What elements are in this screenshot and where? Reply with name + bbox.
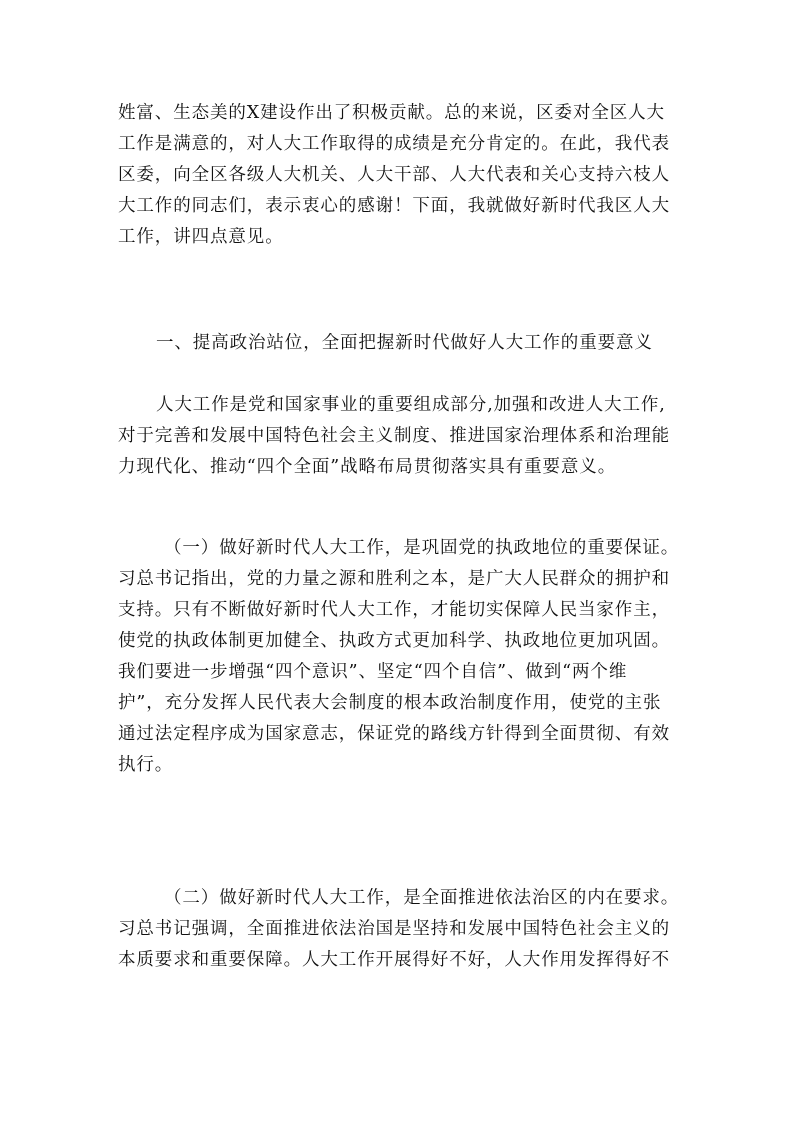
heading-text: 一、提高政治站位，全面把握新时代做好人大工作的重要意义 [156,333,653,353]
text-line: 大工作的同志们，表示衷心的感谢！下面，我就做好新时代我区人大 [118,196,670,216]
text-line: （二）做好新时代人大工作，是全面推进依法治区的内在要求。 [164,888,680,908]
text-line: 使党的执政体制更加健全、执政方式更加科学、执政地位更加巩固。 [118,631,670,651]
section-heading-1 [118,328,680,359]
point-2-paragraph [118,883,680,976]
point-1-paragraph [118,533,680,781]
text-line: 对于完善和发展中国特色社会主义制度、推进国家治理体系和治理能 [118,426,670,446]
text-line: 习总书记强调，全面推进依法治国是坚持和发展中国特色社会主义的 [118,919,670,939]
text-line: 支持。只有不断做好新时代人大工作，才能切实保障人民当家作主， [118,600,670,620]
text-line: 习总书记指出，党的力量之源和胜利之本，是广大人民群众的拥护和 [118,569,670,589]
text-line: 通过法定程序成为国家意志，保证党的路线方针得到全面贯彻、有效 [118,724,670,744]
text-line: 执行。 [118,755,174,775]
text-line: 人大工作是党和国家事业的重要组成部分,加强和改进人大工作, [156,395,666,415]
text-line: 区委，向全区各级人大机关、人大干部、人大代表和关心支持六枝人 [118,165,670,185]
section-1-paragraph [118,390,680,483]
text-line: （一）做好新时代人大工作，是巩固党的执政地位的重要保证。 [164,538,680,558]
intro-paragraph [118,98,680,253]
text-line: 姓富、生态美的X建设作出了积极贡献。总的来说，区委对全区人大 [118,103,665,123]
text-line: 工作，讲四点意见。 [118,227,284,247]
text-line: 护”，充分发挥人民代表大会制度的根本政治制度作用，使党的主张 [118,693,662,713]
text-line: 工作是满意的，对人大工作取得的成绩是充分肯定的。在此，我代表 [118,134,670,154]
text-line: 本质要求和重要保障。人大工作开展得好不好，人大作用发挥得好不 [118,950,670,970]
text-line: 我们要进一步增强“四个意识”、坚定“四个自信”、做到“两个维 [118,662,628,682]
text-line: 力现代化、推动“四个全面”战略布局贯彻落实具有重要意义。 [118,457,617,477]
